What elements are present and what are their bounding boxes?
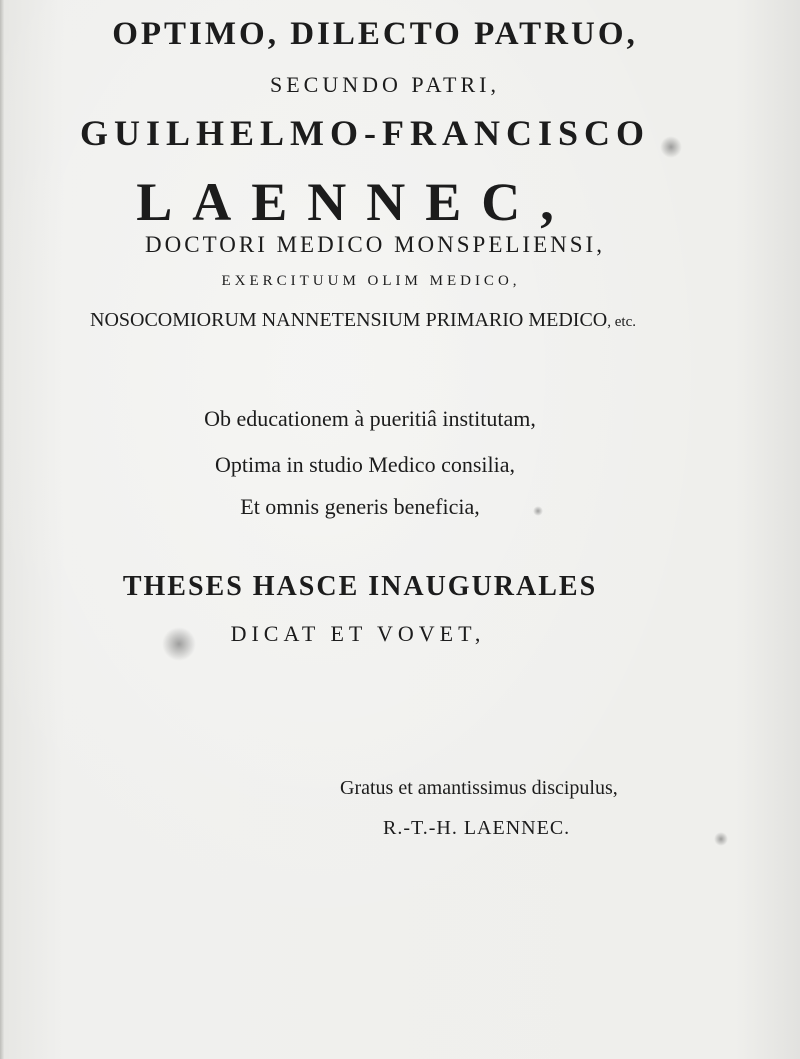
dedication-title-3-etc: , etc. <box>607 314 636 330</box>
reason-line-1: Ob educationem à pueritiâ institutam, <box>204 406 536 431</box>
dedication-line-2: SECUNDO PATRI, <box>269 72 500 97</box>
reason-line-2: Optima in studio Medico consilia, <box>214 452 516 477</box>
signature-phrase: Gratus et amantissimus discipulus, <box>340 777 618 799</box>
dedication-line-1: OPTIMO, DILECTO PATRUO, <box>112 16 638 52</box>
dedication-title-3 <box>0 309 763 332</box>
dedication-title-1: DOCTORI MEDICO MONSPELIENSI, <box>145 232 605 257</box>
ink-blot <box>660 136 682 158</box>
theses-dedication: DICAT ET VOVET, <box>230 621 486 646</box>
dedication-title-2: EXERCITUUM OLIM MEDICO, <box>221 273 521 289</box>
theses-heading: THESES HASCE INAUGURALES <box>122 571 598 602</box>
dedication-title-3-main: NOSOCOMIORUM NANNETENSIUM PRIMARIO MEDICO <box>90 309 608 331</box>
ink-blot <box>162 627 196 661</box>
ink-blot <box>714 832 728 846</box>
dedication-name-given: GUILHELMO-FRANCISCO <box>79 113 651 153</box>
signature-name: R.-T.-H. LAENNEC. <box>383 817 571 839</box>
ink-blot <box>533 506 543 516</box>
page-edge <box>0 0 4 1059</box>
reason-line-3: Et omnis generis beneficia, <box>240 494 480 519</box>
dedication-name-family: LAENNEC, <box>136 172 574 232</box>
